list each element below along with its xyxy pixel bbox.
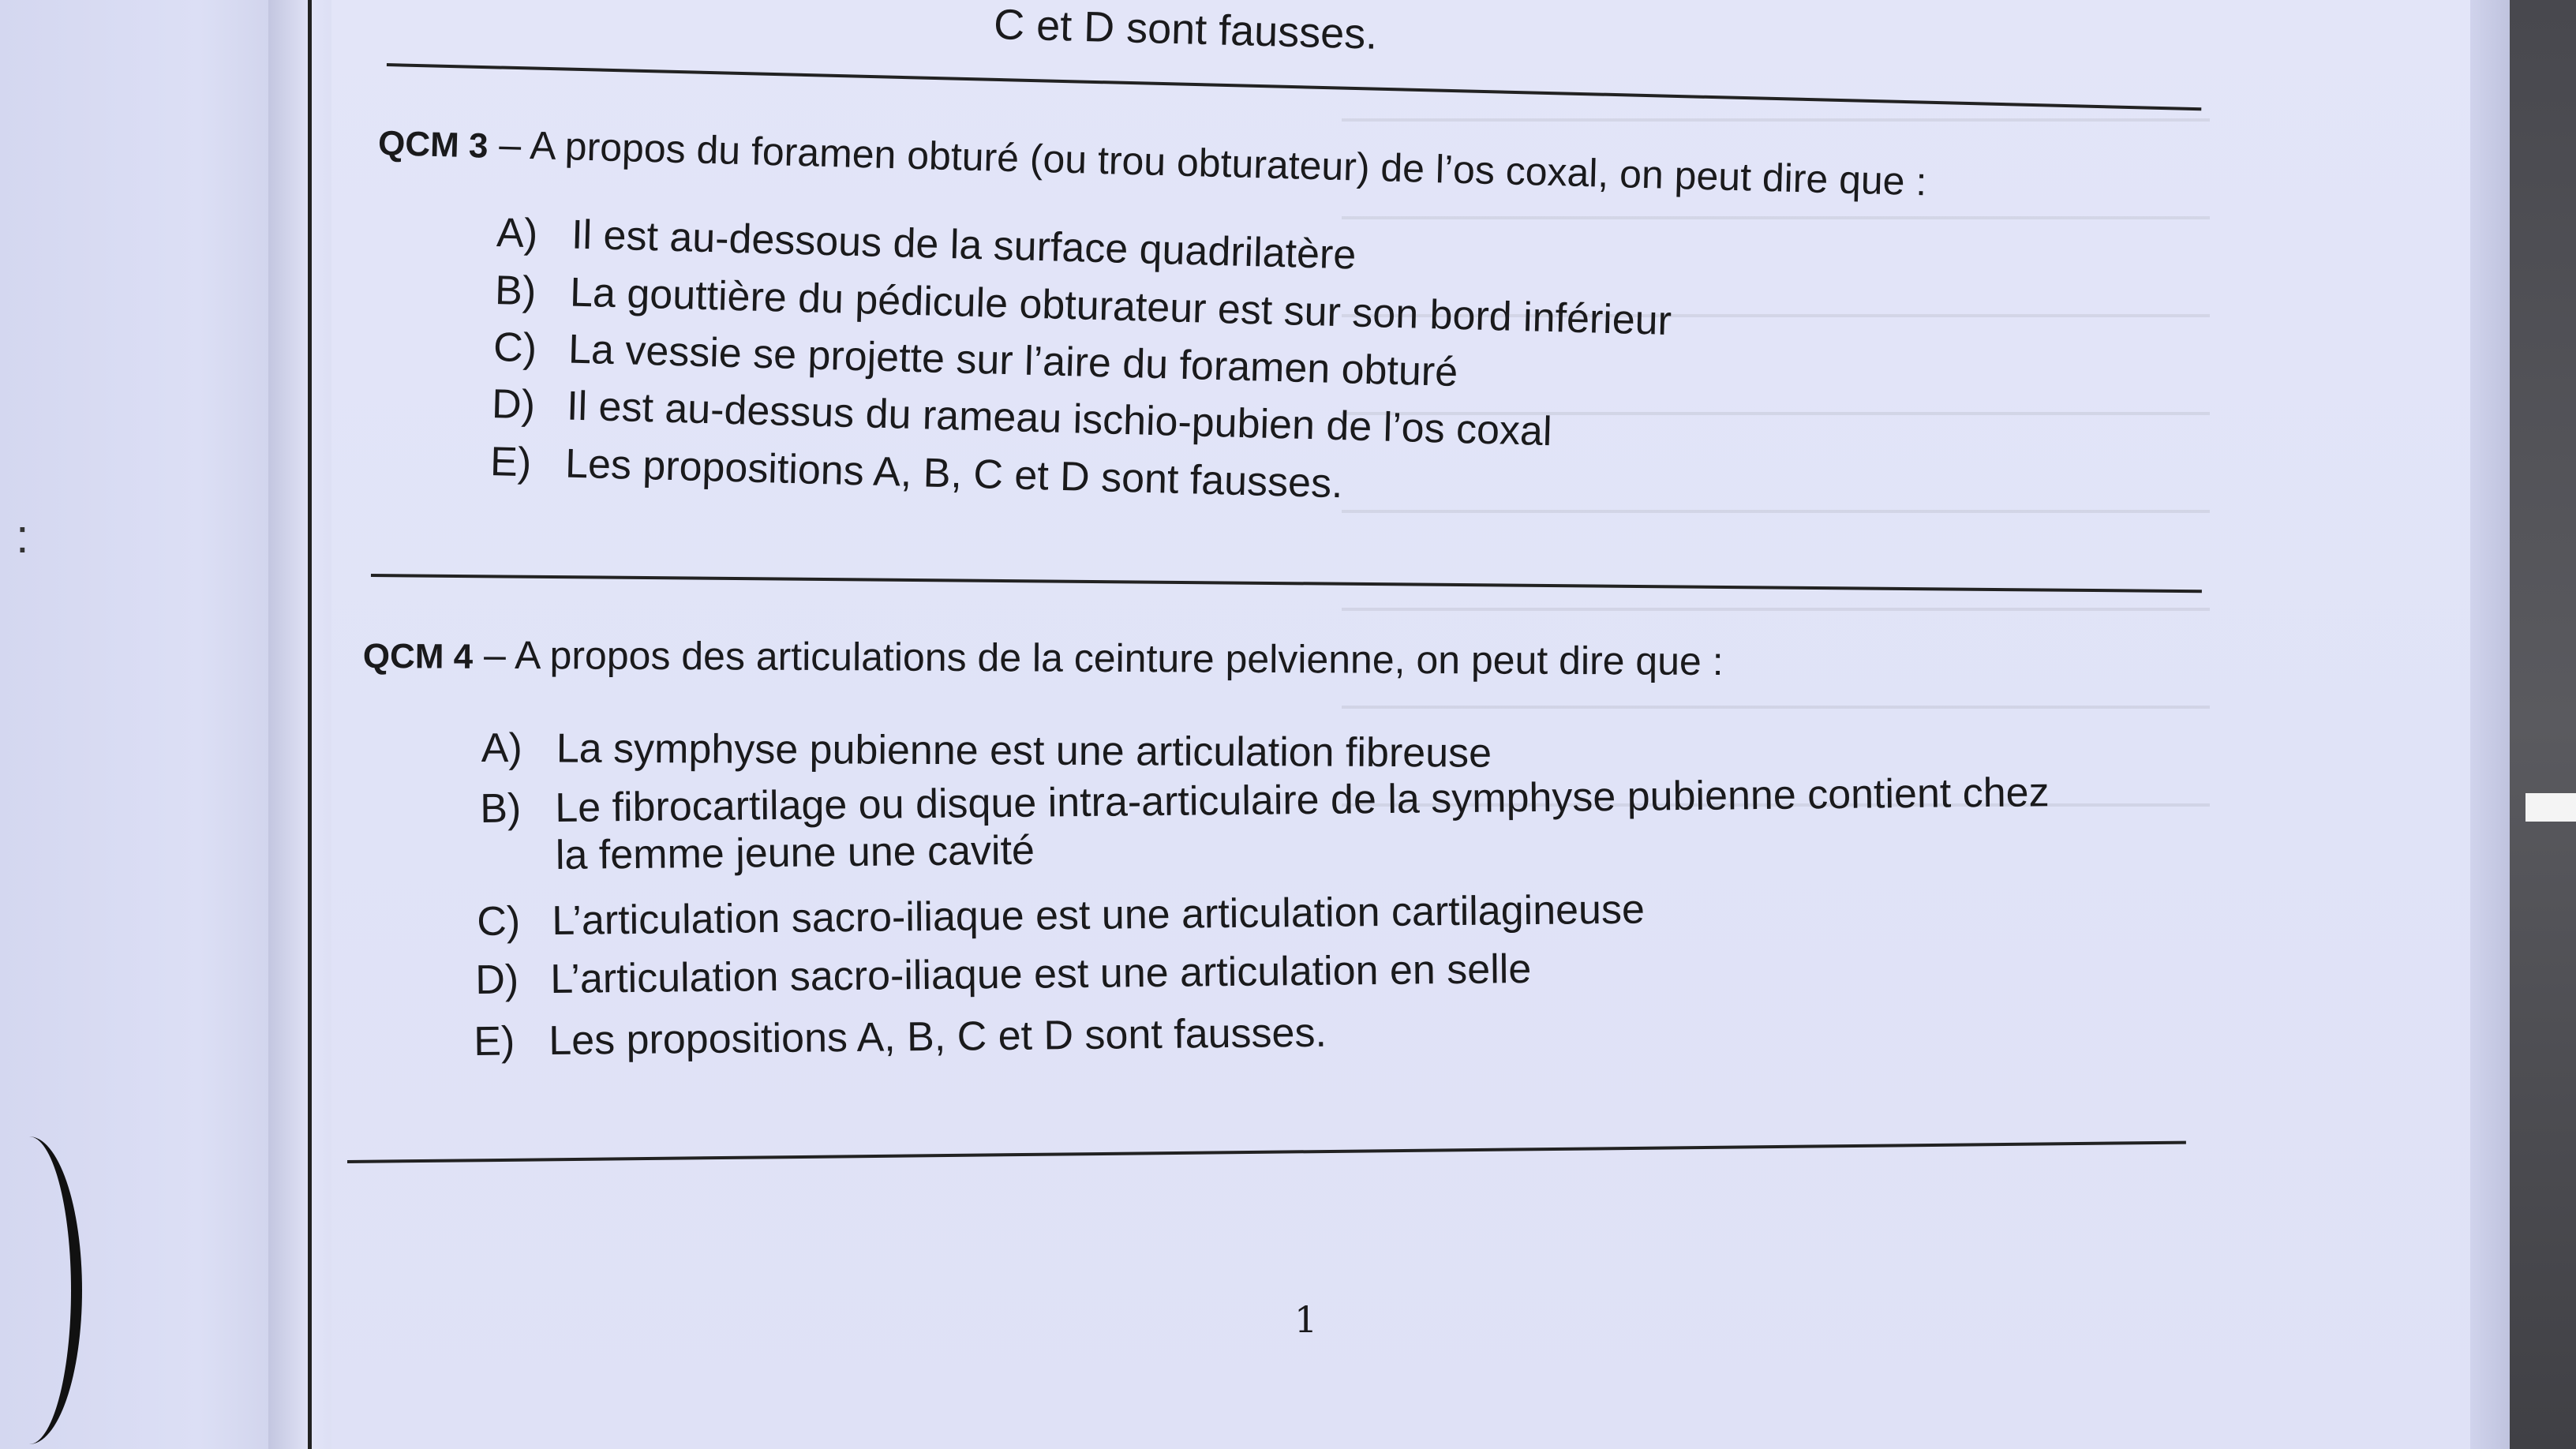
option-letter: D) — [491, 380, 536, 429]
option-text: Les propositions A, B, C et D sont fausses. — [549, 1009, 1327, 1065]
background-light-strip — [2525, 793, 2576, 822]
option-letter: D) — [475, 957, 519, 1003]
table-background — [2510, 0, 2576, 1449]
option-text: Le fibrocartilage ou disque intra-articulaire de la symphyse pubienne contient chez — [555, 769, 2050, 832]
qcm3-option-e — [489, 438, 1343, 507]
qcm4-option-a — [481, 724, 1492, 777]
previous-question-tail: C et D sont fausses. — [993, 0, 1379, 58]
option-text: Les propositions A, B, C et D sont fausses. — [564, 440, 1344, 507]
option-text: La gouttière du pédicule obturateur est sur son bord inférieur — [569, 269, 1672, 345]
qcm3-number: QCM 3 — [377, 123, 489, 166]
option-text: L’articulation sacro-iliaque est une articulation cartilagineuse — [552, 886, 1646, 945]
left-page-bracket — [0, 1136, 82, 1444]
qcm4-number: QCM 4 — [362, 636, 474, 676]
qcm4-option-d — [475, 945, 1532, 1004]
qcm3-heading — [377, 118, 1927, 204]
page-content — [347, 0, 2241, 1449]
qcm4-option-e — [474, 1009, 1327, 1065]
divider-middle — [371, 574, 2202, 593]
qcm3-option-a — [496, 209, 1357, 279]
option-letter: E) — [474, 1018, 515, 1065]
divider-bottom — [347, 1141, 2186, 1163]
option-continuation: la femme jeune une cavité — [555, 827, 1035, 878]
option-letter: B) — [480, 785, 522, 832]
option-letter: C) — [492, 324, 537, 372]
option-text: La vessie se projette sur l’aire du foramen obturé — [567, 326, 1458, 395]
option-text: Il est au-dessus du rameau ischio-pubien de l’os coxal — [566, 383, 1553, 455]
option-text: Il est au-dessous de la surface quadrilatère — [571, 212, 1357, 279]
qcm4-option-b — [480, 769, 2050, 880]
qcm4-prompt: – A propos des articulations de la ceinture pelvienne, on peut dire que : — [483, 632, 1724, 684]
option-letter: A) — [481, 725, 522, 772]
qcm3-prompt: – A propos du foramen obturé (ou trou obturateur) de l’os coxal, on peut dire que : — [498, 122, 1928, 204]
option-letter: C) — [477, 898, 521, 945]
option-letter: E) — [489, 438, 532, 486]
qcm4-heading — [363, 631, 1724, 684]
qcm4-option-c — [477, 886, 1645, 945]
option-letter: A) — [496, 209, 538, 257]
option-letter: B) — [494, 267, 537, 315]
option-text: L’articulation sacro-iliaque est une articulation en selle — [550, 945, 1532, 1003]
option-text: La symphyse pubienne est une articulation fibreuse — [556, 725, 1492, 777]
divider-top — [387, 63, 2201, 110]
page-number: 1 — [1294, 1298, 1318, 1341]
left-page-colon: : — [16, 510, 29, 563]
